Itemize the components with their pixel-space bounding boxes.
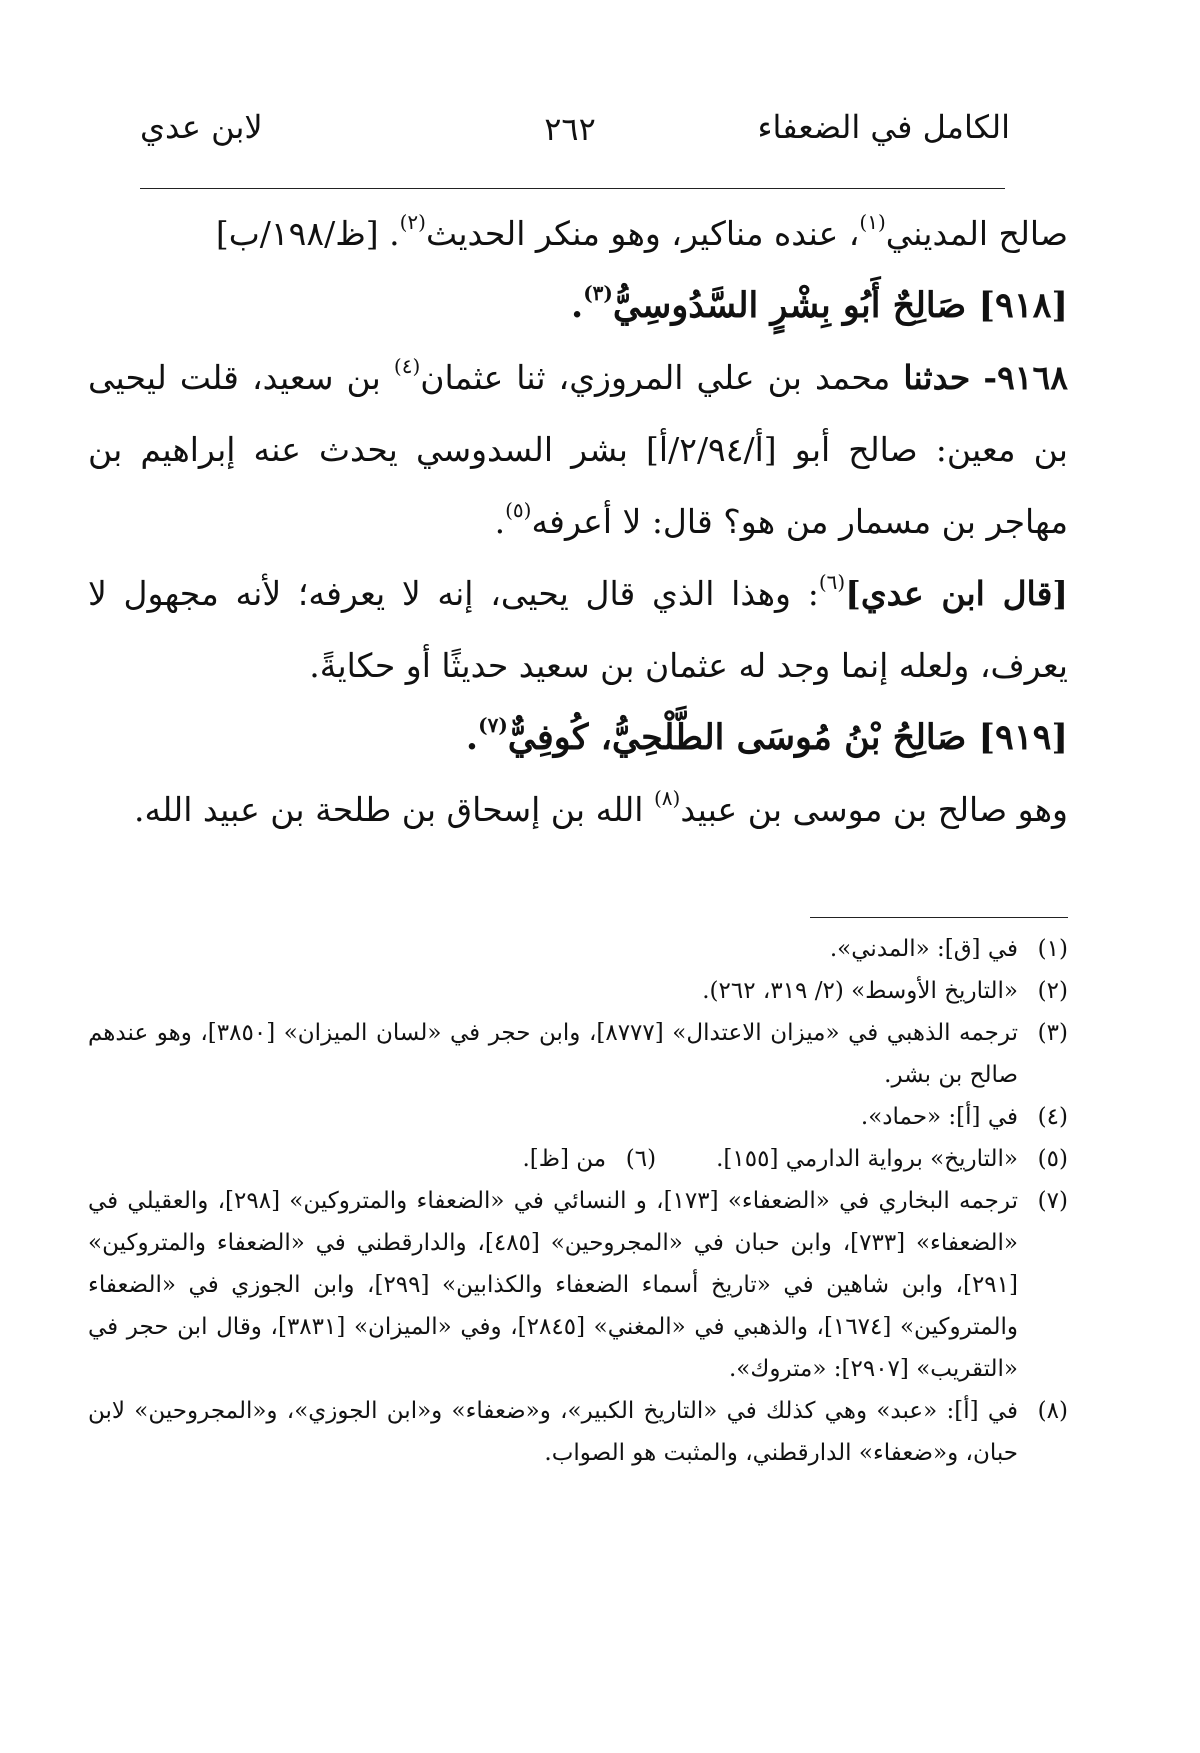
ibn-adi-comment: [قال ابن عدي]$^{(٦)}$: وهذا الذي قال يحيى، إنه لا يعرفه؛ لأنه مجهول لا يعرف، ولعله إنما وجد له عثمان بن سعيد حديثًا أو حكايةً. — [88, 570, 1068, 685]
author-name: لابن عدي — [140, 108, 263, 146]
hadith-number: ٩١٦٨- — [983, 358, 1068, 397]
page-header — [130, 108, 1010, 168]
footnote-divider — [810, 917, 1068, 918]
book-title: الكامل في الضعفاء — [757, 108, 1010, 146]
paragraph-salih-madini: صالح المديني$^{(١)}$، عنده مناكير، وهو منكر الحديث$^{(٢)}$. [ظ/١٩٨/ب] — [215, 210, 1068, 253]
footnote-ref-1[interactable]: (١) — [859, 210, 886, 234]
footnote-8: (٨) في [أ]: «عبد» وهي كذلك في «التاريخ الكبير»، و«ضعفاء» و«ابن الجوزي»، و«المجروحين» لابن حبان، و«ضعفاء» الدارقطني، والمثبت هو الصواب. — [88, 1398, 1068, 1466]
footnote-ref-6[interactable]: (٦) — [818, 570, 846, 594]
footnote-ref-3[interactable]: (٣) — [583, 281, 613, 306]
footnote-5: (٥) «التاريخ» برواية الدارمي [١٥٥]. — [716, 1146, 1068, 1172]
main-text — [88, 198, 1068, 846]
footnote-ref-8[interactable]: (٨) — [653, 786, 681, 810]
hadith-9168: ٩١٦٨- حدثنا محمد بن علي المروزي، ثنا عثمان$^{(٤)}$ بن سعيد، قلت ليحيى بن معين: صالح أبو [أ/٢/٩٤/أ] بشر السدوسي يحدث عنه إبراهيم بن مهاجر بن مسمار من هو؟ قال: لا أعرفه$^{(٥)}$. — [88, 354, 1068, 541]
header-divider — [140, 188, 1005, 189]
page-number: ٢٦٢ — [544, 110, 596, 148]
footnote-ref-2[interactable]: (٢) — [399, 210, 426, 234]
footnote-2: (٢) «التاريخ الأوسط» (٢/ ٣١٩، ٢٦٢). — [702, 978, 1068, 1004]
footnotes — [88, 928, 1068, 1474]
ibn-adi-label: [قال ابن عدي] — [845, 574, 1068, 613]
footnote-4: (٤) في [أ]: «حماد». — [860, 1104, 1068, 1130]
footnote-7: (٧) ترجمه البخاري في «الضعفاء» [١٧٣]، و النسائي في «الضعفاء والمتروكين» [٢٩٨]، والعقيلي في «الضعفاء» [٧٣٣]، وابن حبان في «المجروحين» [٤٨٥]، والدارقطني في «الضعفاء والمتروكين» [٢٩١]، وابن شاهين في «تاريخ أسماء الضعفاء والكذابين» [٢٩٩]، وابن الجوزي في «الضعفاء والمتروكين» [١٦٧٤]، والذهبي في «المغني» [٢٨٤٥]، وفي «الميزان» [٣٨٣١]، وقال ابن حجر في «التقريب» [٢٩٠٧]: «متروك». — [88, 1188, 1068, 1382]
footnote-6: (٦) من [ظ]. — [522, 1146, 657, 1172]
paragraph-salih-musa: وهو صالح بن موسى بن عبيد$^{(٨)}$ الله بن إسحاق بن طلحة بن عبيد الله. — [134, 786, 1068, 829]
footnote-ref-7[interactable]: (٧) — [478, 713, 508, 738]
footnote-ref-5[interactable]: (٥) — [505, 498, 532, 522]
footnote-row-5-6 — [88, 1138, 1068, 1180]
footnote-1: (١) في [ق]: «المدني». — [829, 936, 1068, 962]
footnote-3: (٣) ترجمه الذهبي في «ميزان الاعتدال» [٨٧٧٧]، وابن حجر في «لسان الميزان» [٣٨٥٠]، وهو عندهم صالح بن بشر. — [88, 1020, 1068, 1088]
entry-heading-919: [٩١٩] صَالِحُ بْنُ مُوسَى الطَّلْحِيُّ، كُوفِيٌّ$^{(٧)}$. — [465, 713, 1068, 758]
entry-heading-918: [٩١٨] صَالِحٌ أَبُو بِشْرٍ السَّدُوسِيُّ$^{(٣)}$. — [571, 281, 1068, 326]
footnote-ref-4[interactable]: (٤) — [393, 354, 421, 378]
hadith-keyword: حدثنا — [903, 358, 971, 397]
